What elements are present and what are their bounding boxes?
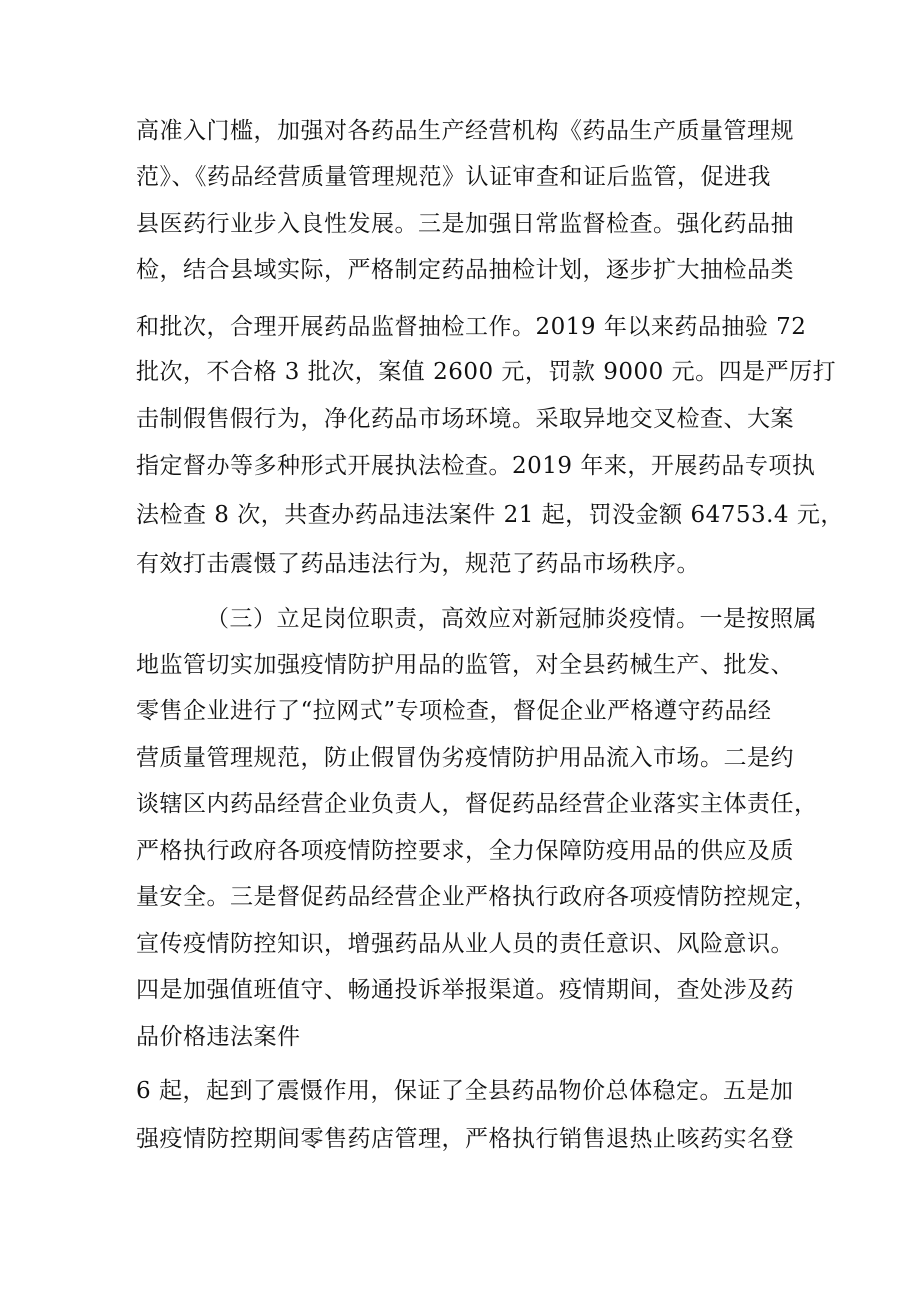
text-line: 和批次，合理开展药品监督抽检工作。2019 年以来药品抽验 72	[136, 314, 807, 340]
text-line: 量安全。三是督促药品经营企业严格执行政府各项疫情防控规定，	[136, 884, 818, 910]
text-line: 批次，不合格 3 批次，案值 2600 元，罚款 9000 元。四是严厉打	[136, 359, 837, 385]
text-line: 范》、《药品经营质量管理规范》认证审查和证后监管，促进我	[136, 164, 771, 190]
text-line: 宣传疫情防控知识，增强药品从业人员的责任意识、风险意识。	[136, 931, 794, 957]
text-line: 谈辖区内药品经营企业负责人，督促药品经营企业落实主体责任，	[136, 791, 818, 817]
text-line: 县医药行业步入良性发展。三是加强日常监督检查。强化药品抽	[136, 211, 794, 237]
text-line: 强疫情防控期间零售药店管理，严格执行销售退热止咳药实名登	[136, 1126, 794, 1152]
text-line: 地监管切实加强疫情防护用品的监管，对全县药械生产、批发、	[136, 652, 794, 678]
text-line: 严格执行政府各项疫情防控要求，全力保障防疫用品的供应及质	[136, 838, 794, 864]
text-line: 指定督办等多种形式开展执法检查。2019 年来，开展药品专项执	[136, 453, 816, 479]
text-line: 高准入门槛，加强对各药品生产经营机构《药品生产质量管理规	[136, 118, 794, 144]
text-line: 6 起，起到了震慑作用，保证了全县药品物价总体稳定。五是加	[136, 1078, 794, 1104]
text-line: 有效打击震慑了药品违法行为，规范了药品市场秩序。	[136, 551, 700, 577]
text-line: 四是加强值班值守、畅通投诉举报渠道。疫情期间，查处涉及药	[136, 977, 794, 1003]
paragraph-first-line: （三）立足岗位职责，高效应对新冠肺炎疫情。一是按照属	[206, 606, 817, 632]
text-line: 零售企业进行了“拉网式”专项检查，督促企业严格遵守药品经	[136, 698, 772, 724]
text-line: 法检查 8 次，共查办药品违法案件 21 起，罚没金额 64753.4 元，	[136, 502, 844, 528]
text-line: 品价格违法案件	[136, 1024, 301, 1050]
text-line: 击制假售假行为，净化药品市场环境。采取异地交叉检查、大案	[136, 406, 794, 432]
text-line: 营质量管理规范，防止假冒伪劣疫情防护用品流入市场。二是约	[136, 745, 794, 771]
text-line: 检，结合县域实际，严格制定药品抽检计划，逐步扩大抽检品类	[136, 257, 794, 283]
